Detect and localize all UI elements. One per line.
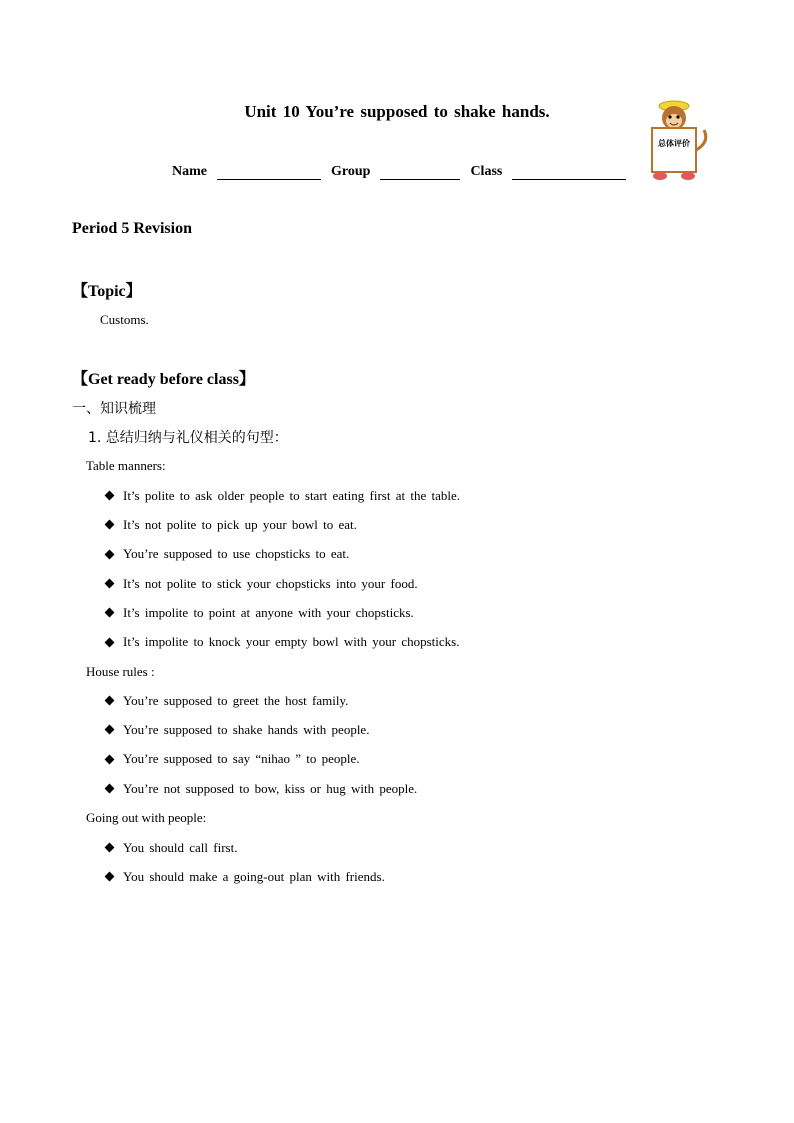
badge-text: 总体评价 (658, 139, 690, 148)
diamond-bullet-icon (105, 843, 115, 853)
list-item: It’s polite to ask older people to start eating first at the table. (104, 481, 460, 510)
student-info-row (172, 164, 636, 180)
topic-text: Customs. (100, 312, 149, 327)
diamond-bullet-icon (105, 579, 115, 589)
list-item: It’s not polite to pick up your bowl to eat. (104, 510, 460, 539)
diamond-bullet-icon (105, 520, 115, 530)
diamond-bullet-icon (105, 754, 115, 764)
list-item: You’re supposed to say “nihao ” to people. (104, 745, 417, 774)
diamond-bullet-icon (105, 696, 115, 706)
class-label: Class (470, 164, 503, 179)
diamond-bullet-icon (105, 872, 115, 882)
diamond-bullet-icon (105, 784, 115, 794)
topic-heading: 【Topic】 (72, 283, 142, 300)
group-label: Group (331, 164, 371, 179)
house-rules-label: House rules : (86, 664, 155, 679)
diamond-bullet-icon (105, 549, 115, 559)
table-manners-label: Table manners: (86, 458, 166, 473)
diamond-bullet-icon (105, 637, 115, 647)
list-item: It’s impolite to knock your empty bowl with your chopsticks. (104, 627, 460, 656)
monkey-mascot-icon (640, 100, 710, 182)
list-item: It’s not polite to stick your chopsticks into your food. (104, 569, 460, 598)
document-title: Unit 10 You’re supposed to shake hands. (244, 102, 550, 121)
class-blank (512, 165, 626, 180)
diamond-bullet-icon (105, 491, 115, 501)
list-item: You should make a going-out plan with friends. (104, 862, 385, 891)
diamond-bullet-icon (105, 725, 115, 735)
list-item: You’re supposed to use chopsticks to eat. (104, 540, 460, 569)
going-out-label: Going out with people: (86, 810, 207, 825)
group-blank (380, 165, 460, 180)
list-item: You should call first. (104, 833, 385, 862)
table-manners-list (104, 481, 460, 657)
list-item: You’re not supposed to bow, kiss or hug with people. (104, 774, 417, 803)
name-blank (217, 165, 321, 180)
period-heading: Period 5 Revision (72, 220, 192, 237)
going-out-list (104, 833, 385, 892)
item-one-heading: 1. 总结归纳与礼仪相关的句型： (88, 430, 288, 446)
get-ready-heading: 【Get ready before class】 (72, 371, 255, 388)
part-one-heading: 一、知识梳理 (72, 401, 156, 417)
list-item: You’re supposed to greet the host family. (104, 686, 417, 715)
list-item: It’s impolite to point at anyone with your chopsticks. (104, 598, 460, 627)
house-rules-list (104, 686, 417, 803)
name-label: Name (172, 164, 207, 179)
list-item: You’re supposed to shake hands with people. (104, 715, 417, 744)
diamond-bullet-icon (105, 608, 115, 618)
